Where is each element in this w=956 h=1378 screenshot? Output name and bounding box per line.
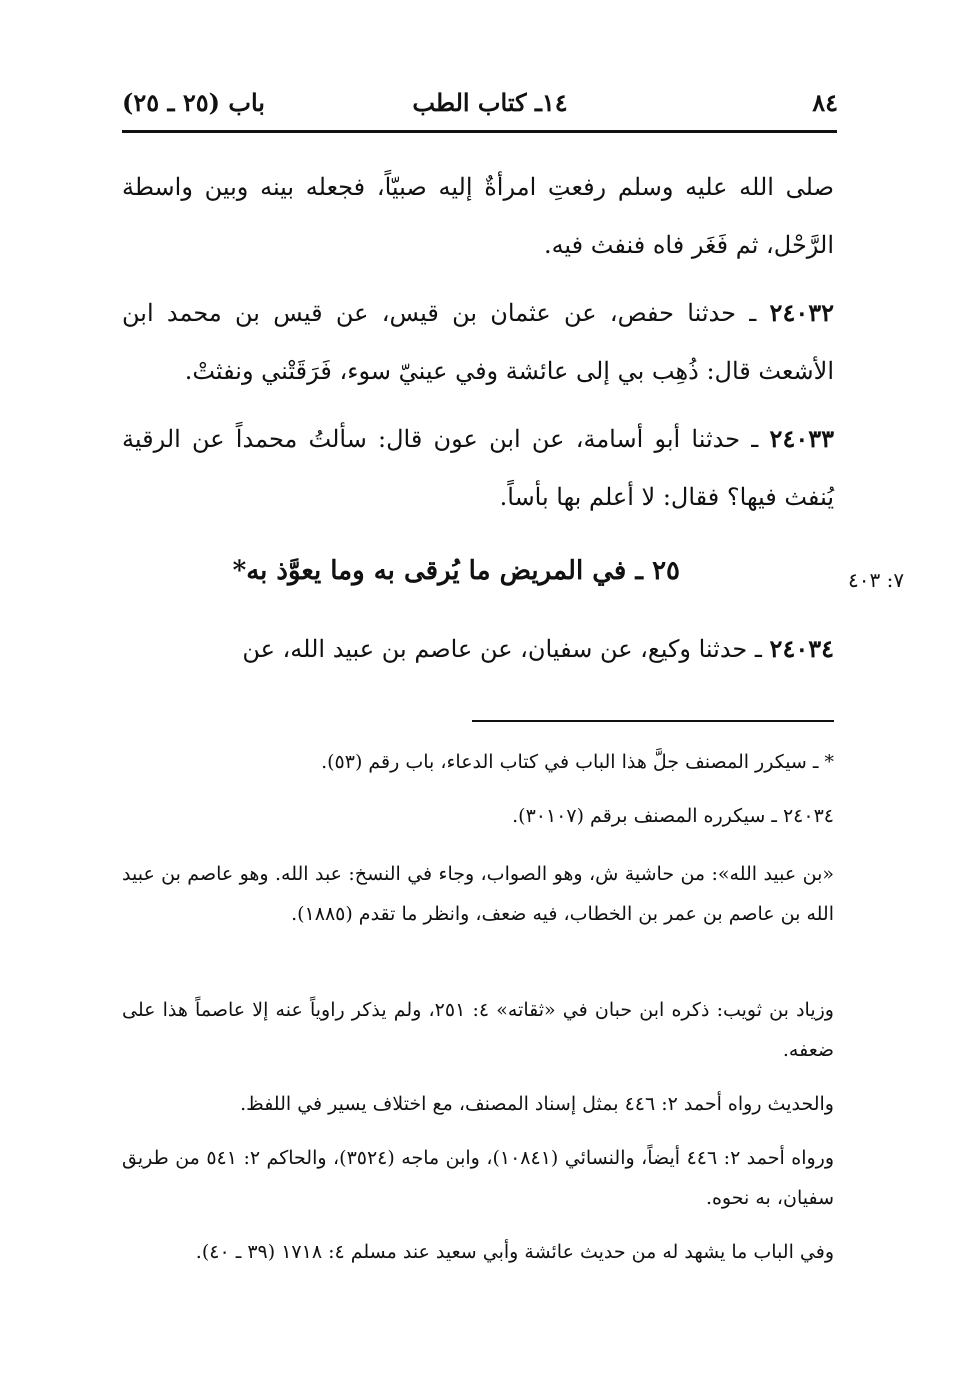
hadith-text: ـ حدثنا وكيع، عن سفيان، عن عاصم بن عبيد الله، عن: [242, 635, 770, 663]
hadith-text: ـ حدثنا حفص، عن عثمان بن قيس، عن قيس بن محمد ابن الأشعث قال: ذُهِب بي إلى عائشة وفي عينيّ سوء، فَرَقَتْني ونفثتْ.: [122, 299, 834, 385]
hadith-24034: [122, 620, 834, 678]
section-heading: ٢٥ ـ في المريض ما يُرقى به وما يعوَّذ به*: [232, 556, 680, 586]
footnote-ahmad: والحديث رواه أحمد ٢: ٤٤٦ بمثل إسناد المصنف، مع اختلاف يسير في اللفظ.: [240, 1093, 834, 1115]
hadith-number: ٢٤٠٣٢: [769, 298, 834, 327]
hadith-number: ٢٤٠٣٣: [769, 424, 834, 453]
page-number: ٨٤: [812, 88, 838, 117]
footnote-ibn-ubaydillah: «بن عبيد الله»: من حاشية ش، وهو الصواب، وجاء في النسخ: عبد الله. وهو عاصم بن عبيد الله بن عاصم بن عمر بن الخطاب، فيه ضعف، وانظر ما تقدم (١٨٨٥).: [122, 863, 834, 925]
hadith-24033: [122, 410, 834, 526]
book-title: ١٤ـ كتاب الطب: [412, 88, 568, 117]
margin-reference: ٧: ٤٠٣: [848, 568, 905, 592]
paragraph-continuation: صلى الله عليه وسلم رفعتِ امرأةٌ إليه صبيّاً، فجعله بينه وبين واسطة الرَّحْل، ثم فَغَر فاه فنفث فيه.: [122, 173, 834, 259]
footnote-muslim: وفي الباب ما يشهد له من حديث عائشة وأبي سعيد عند مسلم ٤: ١٧١٨ (٣٩ ـ ٤٠).: [195, 1241, 834, 1263]
footnote-divider: [472, 720, 834, 722]
hadith-text: ـ حدثنا أبو أسامة، عن ابن عون قال: سألتُ محمداً عن الرقية يُنفث فيها؟ فقال: لا أعلم بها بأساً.: [122, 425, 834, 511]
footnote-sources: ورواه أحمد ٢: ٤٤٦ أيضاً، والنسائي (١٠٨٤١)، وابن ماجه (٣٥٢٤)، والحاكم ٢: ٥٤١ من طريق سفيان، به نحوه.: [122, 1147, 835, 1209]
footnote-star: * ـ سيكرر المصنف جلَّ هذا الباب في كتاب الدعاء، باب رقم (٥٣).: [321, 751, 834, 773]
chapter-range: باب (٢٥ ـ ٢٥): [122, 88, 265, 117]
footnote-ziyad: وزياد بن ثويب: ذكره ابن حبان في «ثقاته» ٤: ٢٥١، ولم يذكر راوياً عنه إلا عاصماً هذا على ضعفه.: [122, 999, 834, 1061]
footnote-24034: ٢٤٠٣٤ ـ سيكرره المصنف برقم (٣٠١٠٧).: [512, 805, 834, 827]
hadith-number: ٢٤٠٣٤: [769, 634, 834, 663]
header-divider: [122, 130, 837, 133]
hadith-24032: [122, 284, 834, 400]
